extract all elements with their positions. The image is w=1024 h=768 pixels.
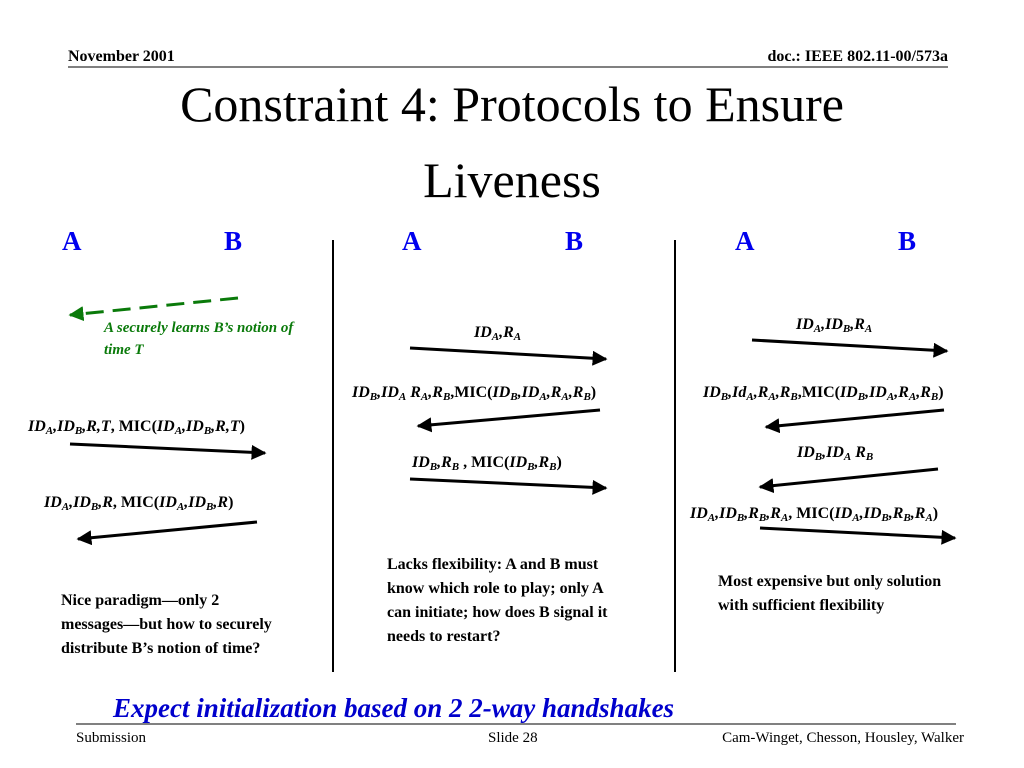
- col1-message-2: $ID_A,ID_B,R$, $MIC(ID_A,ID_B,R)$: [44, 494, 234, 513]
- col3-message-4: $ID_A,ID_B,R_B,R_A$, $MIC(ID_A,ID_B,R_B,R_A)$: [690, 505, 939, 524]
- col2-arrow-1: [410, 348, 606, 359]
- footer-submission: Submission: [76, 730, 147, 746]
- col2-party-b: B: [565, 226, 584, 256]
- header-doc-id: doc.: IEEE 802.11-00/573a: [767, 48, 948, 65]
- col1-time-annotation: A securely learns B’s notion of time T: [104, 320, 294, 358]
- col3-message-1: $ID_A,ID_B,R_A$: [796, 316, 873, 335]
- col3-arrow-2: [766, 410, 944, 427]
- slide-title-line-1: Constraint 4: Protocols to Ensure: [180, 76, 844, 132]
- col2-message-3: $ID_B,R_B$ , $MIC(ID_B,R_B)$: [412, 454, 562, 473]
- header-date: November 2001: [68, 48, 175, 65]
- col1-arrow-1: [70, 444, 265, 453]
- col3-arrow-3: [760, 469, 938, 487]
- col2-arrow-2: [418, 410, 600, 426]
- col2-message-2: $ID_B,ID_A$ $R_A,R_B,MIC(ID_B,ID_A,R_A,R_B)$: [352, 384, 597, 403]
- col1-time-arrow: [70, 298, 238, 315]
- slide-title-line-2: Liveness: [423, 152, 601, 208]
- col1-message-1: $ID_A,ID_B,R,T$, $MIC(ID_A,ID_B,R,T)$: [28, 418, 245, 437]
- col1-note: Nice paradigm—only 2 messages—but how to securely distribute B’s notion of time?: [61, 592, 272, 657]
- col3-message-3: $ID_B,ID_A$ $R_B$: [797, 444, 874, 463]
- conclusion-text: Expect initialization based on 2 2-way handshakes: [113, 693, 675, 723]
- col2-party-a: A: [402, 226, 422, 256]
- col3-note: Most expensive but only solution with sufficient flexibility: [718, 573, 942, 614]
- col2-note: Lacks flexibility: A and B must know which role to play; only A can initiate; how does B signal it needs to restart?: [387, 556, 608, 645]
- col3-party-a: A: [735, 226, 755, 256]
- footer-authors: Cam-Winget, Chesson, Housley, Walker: [722, 730, 964, 746]
- col1-party-b: B: [224, 226, 243, 256]
- col3-arrow-1: [752, 340, 947, 351]
- col1-arrow-2: [78, 522, 257, 539]
- col2-message-1: $ID_A,R_A$: [474, 324, 522, 343]
- col1-party-a: A: [62, 226, 82, 256]
- col3-message-2: $ID_B,Id_A,R_A,R_B,MIC(ID_B,ID_A,R_A,R_B)$: [703, 384, 944, 403]
- col3-party-b: B: [898, 226, 917, 256]
- col3-arrow-4: [760, 528, 955, 538]
- col2-arrow-3: [410, 479, 606, 488]
- footer-slide-number: Slide 28: [488, 730, 538, 746]
